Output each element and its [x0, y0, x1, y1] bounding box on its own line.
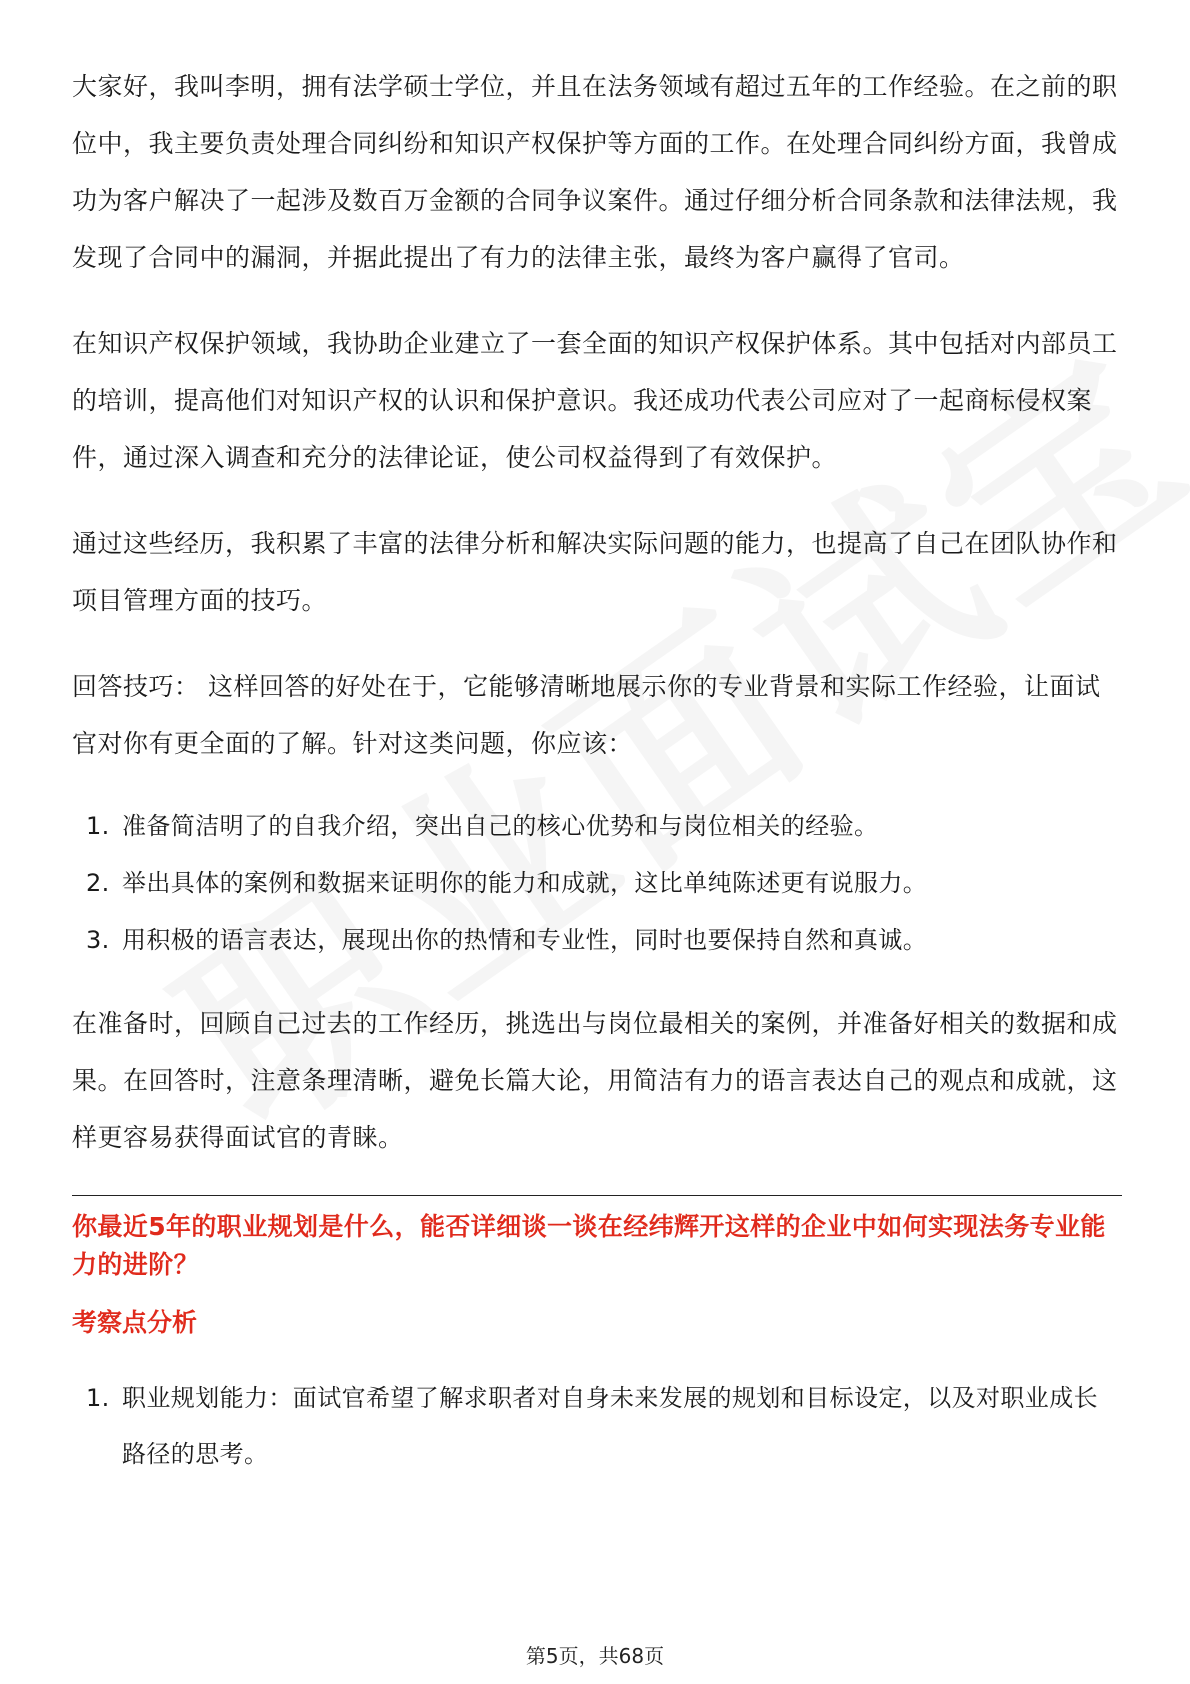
paragraph-summary: 通过这些经历，我积累了丰富的法律分析和解决实际问题的能力，也提高了自己在团队协作和项目管理方面的技巧。 [72, 529, 1118, 615]
document-page [72, 58, 1122, 1508]
analysis-title: 考察点分析 [72, 1308, 198, 1337]
interview-question: 你最近5年的职业规划是什么，能否详细谈一谈在经纬辉开这样的企业中如何实现法务专业能力的进阶？ [72, 1212, 1106, 1279]
list-item: 1. 职业规划能力：面试官希望了解求职者对自身未来发展的规划和目标设定，以及对职业成长路径的思考。 [86, 1384, 1098, 1468]
paragraph-preparation: 在准备时，回顾自己过去的工作经历，挑选出与岗位最相关的案例，并准备好相关的数据和成果。在回答时，注意条理清晰，避免长篇大论，用简洁有力的语言表达自己的观点和成就，这样更容易获得面试官的青睐。 [72, 1009, 1118, 1152]
page-footer: 第5页，共68页 [525, 1644, 665, 1668]
tips-list [72, 798, 1122, 969]
list-item: 1. 准备简洁明了的自我介绍，突出自己的核心优势和与岗位相关的经验。 [86, 812, 879, 840]
paragraph-ip-protection: 在知识产权保护领域，我协助企业建立了一套全面的知识产权保护体系。其中包括对内部员工的培训，提高他们对知识产权的认识和保护意识。我还成功代表公司应对了一起商标侵权案件，通过深入调查和充分的法律论证，使公司权益得到了有效保护。 [72, 329, 1118, 472]
paragraph-answer-tips: 回答技巧： 这样回答的好处在于，它能够清晰地展示你的专业背景和实际工作经验，让面试官对你有更全面的了解。针对这类问题，你应该： [72, 672, 1101, 758]
list-item: 2. 举出具体的案例和数据来证明你的能力和成就，这比单纯陈述更有说服力。 [86, 869, 928, 897]
list-item: 3. 用积极的语言表达，展现出你的热情和专业性，同时也要保持自然和真诚。 [86, 926, 928, 954]
paragraph-intro: 大家好，我叫李明，拥有法学硕士学位，并且在法务领域有超过五年的工作经验。在之前的职位中，我主要负责处理合同纠纷和知识产权保护等方面的工作。在处理合同纠纷方面，我曾成功为客户解决了一起涉及数百万金额的合同争议案件。通过仔细分析合同条款和法律法规，我发现了合同中的漏洞，并据此提出了有力的法律主张，最终为客户赢得了官司。 [72, 72, 1118, 272]
analysis-list [72, 1370, 1122, 1482]
section-divider [72, 1195, 1122, 1196]
